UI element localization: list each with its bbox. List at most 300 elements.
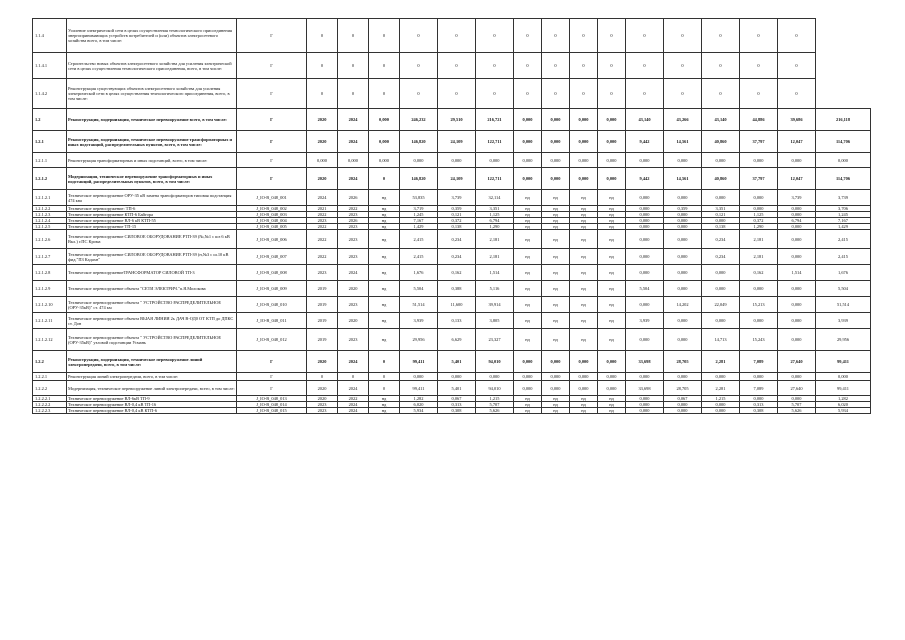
table-cell: 146,820 — [400, 168, 438, 190]
row-name-cell: Реконструкция существующих объектов электросетевого хозяйства для усиления электрической сети в целях осуществления технологического присоединения, всего, в том числе: — [67, 79, 237, 109]
table-cell: 0,000 — [778, 224, 816, 230]
table-cell: нд — [514, 281, 542, 297]
table-cell: 0,000 — [542, 373, 570, 381]
table-cell: 0,000 — [570, 351, 598, 373]
table-cell: 0 — [338, 373, 369, 381]
table-cell: 43,140 — [702, 109, 740, 131]
table-cell: 0 — [307, 373, 338, 381]
table-cell: 0,000 — [542, 131, 570, 153]
table-cell: нд — [598, 224, 626, 230]
table-cell: 2023 — [338, 249, 369, 265]
row-name-cell: Техническое перевооружение объекта " УСТРОЙСТВО РАСПРЕДЕЛИТЕЛЬНОЕ (ОРУ-35кВ)" ст. 474 км — [67, 297, 237, 313]
table-cell: нд — [598, 402, 626, 408]
table-cell: 0,000 — [570, 131, 598, 153]
table-cell: 0,000 — [476, 373, 514, 381]
table-cell: 0,000 — [740, 281, 778, 297]
table-cell: 2019 — [307, 329, 338, 351]
table-cell: 0 — [369, 351, 400, 373]
table-cell: 0,000 — [702, 373, 740, 381]
table-cell: нд — [514, 206, 542, 212]
table-cell: 0 — [542, 19, 570, 53]
table-cell: 3,719 — [400, 206, 438, 212]
table-cell: нд — [369, 249, 400, 265]
table-cell: 2023 — [307, 402, 338, 408]
table-cell: 7,089 — [740, 381, 778, 396]
table-row — [33, 19, 871, 53]
table-cell: 0,000 — [598, 351, 626, 373]
table-cell: нд — [598, 218, 626, 224]
table-cell: 3,351 — [476, 206, 514, 212]
table-cell: нд — [570, 249, 598, 265]
table-cell: нд — [570, 230, 598, 249]
table-cell: 2026 — [338, 190, 369, 206]
table-cell: 0,000 — [778, 206, 816, 212]
row-name-cell: Реконструкция, модернизация, техническое перевооружение линий электропередачи, всего, в том числе: — [67, 351, 237, 373]
table-cell: J_IO-B_048_004 — [237, 218, 307, 224]
table-cell: 0,000 — [778, 281, 816, 297]
table-cell: 2023 — [307, 408, 338, 414]
table-cell: 6,794 — [476, 218, 514, 224]
table-cell: 5,707 — [778, 402, 816, 408]
table-cell: 0,234 — [438, 230, 476, 249]
table-cell: Г — [237, 109, 307, 131]
table-cell: 0,000 — [664, 329, 702, 351]
table-cell: Г — [237, 19, 307, 53]
table-cell: 0,000 — [664, 265, 702, 281]
table-cell: 51,514 — [400, 297, 438, 313]
table-cell: 24,109 — [438, 131, 476, 153]
table-row — [33, 297, 871, 313]
table-cell: 0,121 — [438, 212, 476, 218]
row-name-cell: Техническое перевооружение объекта " УСТРОЙСТВО РАСПРЕДЕЛИТЕЛЬНОЕ (ОРУ-35кВ)" узловой подстанции Усмань — [67, 329, 237, 351]
table-cell: 0 — [438, 19, 476, 53]
row-name-cell: Реконструкция трансформаторных и иных подстанций, всего, в том числе: — [67, 153, 237, 168]
table-cell: нд — [514, 218, 542, 224]
table-cell: нд — [598, 396, 626, 402]
table-cell: нд — [598, 230, 626, 249]
table-cell: 23,327 — [476, 329, 514, 351]
table-cell: 0 — [400, 79, 438, 109]
table-cell: J_IO-B_048_002 — [237, 206, 307, 212]
table-cell: 0,000 — [626, 249, 664, 265]
table-cell: нд — [514, 265, 542, 281]
table-cell: 2020 — [307, 396, 338, 402]
row-number-cell: 1.2.1.2.7 — [33, 249, 67, 265]
table-cell: 2024 — [338, 109, 369, 131]
table-cell: J_IO-B_048_014 — [237, 402, 307, 408]
table-cell: 0 — [400, 53, 438, 79]
table-cell: 0,000 — [664, 281, 702, 297]
table-cell: 9,442 — [626, 168, 664, 190]
table-cell: 0 — [307, 53, 338, 79]
table-cell: 0 — [626, 79, 664, 109]
table-cell: 0,162 — [740, 265, 778, 281]
table-cell: 0,133 — [438, 313, 476, 329]
table-cell: нд — [369, 281, 400, 297]
table-cell: 2024 — [338, 168, 369, 190]
table-cell: 2020 — [307, 109, 338, 131]
table-cell: 0,000 — [570, 373, 598, 381]
row-number-cell: 1.2.2.2.3 — [33, 408, 67, 414]
table-cell: 2020 — [307, 351, 338, 373]
table-cell: нд — [542, 297, 570, 313]
table-cell: 5,626 — [476, 408, 514, 414]
table-cell: 0,000 — [542, 381, 570, 396]
table-cell: 0,000 — [702, 313, 740, 329]
table-cell: 146,820 — [400, 131, 438, 153]
table-cell: 1,429 — [816, 224, 871, 230]
table-cell: 0,162 — [438, 265, 476, 281]
table-cell: 5,504 — [400, 281, 438, 297]
table-cell: нд — [570, 212, 598, 218]
table-cell: 2024 — [338, 265, 369, 281]
table-cell: J_IO-B_048_011 — [237, 313, 307, 329]
table-cell: 5,934 — [816, 408, 871, 414]
table-cell: нд — [598, 329, 626, 351]
table-cell: 0,000 — [598, 109, 626, 131]
table-cell: Г — [237, 53, 307, 79]
table-cell: 1,290 — [476, 224, 514, 230]
table-cell: нд — [570, 402, 598, 408]
table-cell: 0 — [626, 53, 664, 79]
table-cell: 0,000 — [598, 373, 626, 381]
table-cell: 0,000 — [664, 190, 702, 206]
table-cell: 2024 — [338, 402, 369, 408]
table-body — [33, 19, 871, 414]
table-row — [33, 109, 871, 131]
table-cell: нд — [598, 249, 626, 265]
table-cell: 37,797 — [740, 168, 778, 190]
table-cell: 3,939 — [400, 313, 438, 329]
table-cell: 28,705 — [664, 381, 702, 396]
table-cell: 6,020 — [400, 402, 438, 408]
table-cell: 0,234 — [702, 230, 740, 249]
table-cell: 0,000 — [664, 402, 702, 408]
row-name-cell: Реконструкция линий электропередачи, всего, в том числе: — [67, 373, 237, 381]
table-cell: 0,000 — [740, 190, 778, 206]
row-name-cell: Техническое перевооружение объекта ВЫАЯ ЛИНИЯ 2ь ДАЧ В-ОД0 ОТ КТП до ДПКС ст. Дон — [67, 313, 237, 329]
table-row — [33, 408, 871, 414]
table-cell: 0 — [542, 79, 570, 109]
table-cell: 2024 — [338, 131, 369, 153]
table-cell: 3,739 — [438, 190, 476, 206]
table-row — [33, 168, 871, 190]
table-cell: 0,000 — [702, 281, 740, 297]
table-cell: нд — [570, 313, 598, 329]
table-cell: 0,000 — [664, 153, 702, 168]
table-cell: 44,886 — [740, 109, 778, 131]
table-cell: 2022 — [307, 249, 338, 265]
table-cell: нд — [514, 402, 542, 408]
row-name-cell: Техническое перевооружение ВЛ-0,4 кВ ТП-16 — [67, 402, 237, 408]
table-cell: 0 — [338, 79, 369, 109]
table-cell: нд — [542, 206, 570, 212]
table-cell: 1,676 — [400, 265, 438, 281]
table-cell: 0,000 — [438, 373, 476, 381]
table-cell: 7,089 — [740, 351, 778, 373]
table-row — [33, 265, 871, 281]
table-cell: 94,010 — [476, 381, 514, 396]
row-name-cell: Усиление электрической сети в целях осуществления технологического присоединения энергопринимающих устройств потребителей и (или) объектов электросетевого хозяйства всего, в том числе: — [67, 19, 237, 53]
table-cell: нд — [369, 297, 400, 313]
table-cell: 0,000 — [778, 313, 816, 329]
table-cell: 0,000 — [664, 218, 702, 224]
table-cell: 0 — [626, 19, 664, 53]
table-row — [33, 381, 871, 396]
table-cell: 24,109 — [438, 168, 476, 190]
table-cell: 29,956 — [400, 329, 438, 351]
table-cell: 28,705 — [664, 351, 702, 373]
table-cell: 2023 — [338, 297, 369, 313]
table-cell: 2020 — [338, 313, 369, 329]
table-cell: 0,000 — [598, 168, 626, 190]
table-cell: 0,000 — [740, 373, 778, 381]
row-number-cell: 1.2.1.1 — [33, 153, 67, 168]
table-cell: 0 — [702, 19, 740, 53]
table-cell: 2024 — [338, 381, 369, 396]
row-number-cell: 1.2.2.2.2 — [33, 402, 67, 408]
table-cell: 29,956 — [816, 329, 871, 351]
table-cell: нд — [514, 408, 542, 414]
table-cell: нд — [514, 329, 542, 351]
table-cell: нд — [369, 218, 400, 224]
table-cell: 0,000 — [626, 402, 664, 408]
table-cell: 2,181 — [740, 230, 778, 249]
table-cell: нд — [598, 212, 626, 218]
table-cell: 0,000 — [570, 381, 598, 396]
table-cell: 0,000 — [626, 230, 664, 249]
table-cell: нд — [542, 230, 570, 249]
table-cell: нд — [369, 408, 400, 414]
row-number-cell: 1.2.1.2.8 — [33, 265, 67, 281]
table-cell: 3,706 — [816, 206, 871, 212]
table-cell: нд — [514, 396, 542, 402]
table-cell: нд — [542, 402, 570, 408]
row-number-cell: 1.2.2.2 — [33, 381, 67, 396]
table-cell: 5,626 — [778, 408, 816, 414]
table-cell: 1,215 — [476, 396, 514, 402]
table-cell: нд — [542, 313, 570, 329]
table-cell: нд — [369, 190, 400, 206]
table-cell: 0,000 — [740, 396, 778, 402]
table-cell: 1,125 — [740, 212, 778, 218]
table-row — [33, 249, 871, 265]
table-cell: 12,047 — [778, 168, 816, 190]
table-cell: 6,794 — [778, 218, 816, 224]
row-number-cell: 1.2.1.2.2 — [33, 206, 67, 212]
table-cell: 0 — [702, 53, 740, 79]
table-cell: 2023 — [338, 329, 369, 351]
table-cell: 0,000 — [778, 153, 816, 168]
table-cell: 0 — [338, 53, 369, 79]
table-cell: 1,676 — [816, 265, 871, 281]
report-sheet — [32, 18, 870, 414]
table-cell: 29,510 — [438, 109, 476, 131]
table-cell: нд — [542, 265, 570, 281]
row-number-cell: 1.2.2 — [33, 351, 67, 373]
table-cell: 6,020 — [816, 402, 871, 408]
table-cell: нд — [369, 396, 400, 402]
table-cell: 2023 — [338, 212, 369, 218]
table-row — [33, 373, 871, 381]
table-cell: 5,707 — [476, 402, 514, 408]
table-row — [33, 131, 871, 153]
table-cell: 0 — [369, 381, 400, 396]
row-number-cell: 1.2.1.2.11 — [33, 313, 67, 329]
table-cell: 0,000 — [626, 329, 664, 351]
table-cell: 0,000 — [514, 153, 542, 168]
table-cell: 0 — [476, 79, 514, 109]
table-cell: 0 — [476, 53, 514, 79]
table-cell: 0,000 — [778, 249, 816, 265]
table-cell: 2022 — [338, 396, 369, 402]
table-cell: 0 — [570, 79, 598, 109]
table-cell: 3,739 — [816, 190, 871, 206]
row-number-cell: 1.2.1.2.1 — [33, 190, 67, 206]
row-number-cell: 1.1.4 — [33, 19, 67, 53]
table-cell: 0,000 — [702, 265, 740, 281]
table-cell: 94,010 — [476, 351, 514, 373]
table-cell: Г — [237, 351, 307, 373]
table-cell: 2019 — [307, 281, 338, 297]
table-cell: 0,000 — [626, 218, 664, 224]
table-cell: 0 — [702, 79, 740, 109]
row-number-cell: 1.2.1.2.10 — [33, 297, 67, 313]
row-name-cell: Техническое перевооружение ВЛ-6кВ ТП-9 — [67, 396, 237, 402]
table-cell: нд — [369, 224, 400, 230]
table-cell: 114,706 — [816, 131, 871, 153]
table-cell: 0,388 — [438, 281, 476, 297]
table-cell: 0,000 — [542, 351, 570, 373]
table-cell: 0,000 — [816, 153, 871, 168]
table-cell: 0,000 — [542, 109, 570, 131]
table-cell: J_IO-B_048_007 — [237, 249, 307, 265]
table-cell: 0 — [400, 19, 438, 53]
table-cell: 2020 — [307, 168, 338, 190]
table-cell: 99,411 — [400, 351, 438, 373]
table-cell: 0 — [476, 19, 514, 53]
table-cell: 0,000 — [438, 153, 476, 168]
table-cell: 0 — [542, 53, 570, 79]
table-cell: 99,411 — [816, 381, 871, 396]
table-cell: 216,721 — [476, 109, 514, 131]
table-cell: J_IO-B_048_015 — [237, 408, 307, 414]
table-cell: 7,167 — [400, 218, 438, 224]
table-cell: J_IO-B_048_001 — [237, 190, 307, 206]
table-cell: 3,939 — [816, 313, 871, 329]
table-cell: 0,000 — [664, 212, 702, 218]
table-cell: нд — [570, 190, 598, 206]
table-cell: 1,125 — [476, 212, 514, 218]
table-cell: 2023 — [307, 265, 338, 281]
table-cell: 0,000 — [816, 373, 871, 381]
table-cell: 0,000 — [626, 408, 664, 414]
table-cell: нд — [542, 281, 570, 297]
table-cell: 0 — [514, 19, 542, 53]
table-cell: 0,000 — [626, 265, 664, 281]
table-cell: нд — [570, 329, 598, 351]
table-cell: нд — [598, 206, 626, 212]
table-cell: нд — [542, 190, 570, 206]
table-cell: 5,401 — [438, 351, 476, 373]
table-cell: 0,000 — [400, 153, 438, 168]
table-cell: 43,140 — [626, 109, 664, 131]
table-cell: 2023 — [338, 224, 369, 230]
table-cell: 0,000 — [626, 206, 664, 212]
table-cell: 0,372 — [438, 218, 476, 224]
table-cell: 9,442 — [626, 131, 664, 153]
table-row — [33, 329, 871, 351]
table-cell: 2,181 — [740, 249, 778, 265]
table-cell: 0,000 — [778, 373, 816, 381]
row-name-cell: Модернизация, техническое перевооружение трансформаторных и иных подстанций, распределительных пунктов, всего, в том числе: — [67, 168, 237, 190]
table-cell: 0 — [740, 19, 778, 53]
table-cell: 0 — [514, 53, 542, 79]
table-cell: 0,000 — [778, 329, 816, 351]
table-cell: 14,713 — [702, 329, 740, 351]
table-cell: 0,000 — [598, 131, 626, 153]
table-cell: нд — [570, 206, 598, 212]
row-number-cell: 1.2.2.1 — [33, 373, 67, 381]
row-name-cell: Строительство новых объектов электросетевого хозяйства для усиления электрической сети в целях осуществления технологического присоединения, всего, в том числе: — [67, 53, 237, 79]
table-cell: 0,000 — [476, 153, 514, 168]
table-cell: J_IO-B_048_006 — [237, 230, 307, 249]
table-cell: 2019 — [307, 313, 338, 329]
table-cell: 3,939 — [626, 313, 664, 329]
table-cell: 1,290 — [740, 224, 778, 230]
table-cell: 0,359 — [438, 206, 476, 212]
table-cell: 0,000 — [598, 153, 626, 168]
table-cell: 2021 — [307, 206, 338, 212]
table-cell: 122,711 — [476, 131, 514, 153]
table-cell: 2023 — [307, 218, 338, 224]
table-cell: J_IO-B_048_008 — [237, 265, 307, 281]
table-cell: нд — [598, 265, 626, 281]
table-cell: 2023 — [338, 230, 369, 249]
table-cell: J_IO-B_048_009 — [237, 281, 307, 297]
table-cell: 2,415 — [400, 230, 438, 249]
table-row — [33, 313, 871, 329]
table-cell: нд — [570, 265, 598, 281]
table-cell: 39,686 — [778, 109, 816, 131]
table-cell: 0 — [369, 19, 400, 53]
table-cell: 40,860 — [702, 168, 740, 190]
table-cell: 0,000 — [778, 212, 816, 218]
table-cell: нд — [369, 313, 400, 329]
table-cell: 2,415 — [816, 249, 871, 265]
table-cell: 2020 — [338, 281, 369, 297]
table-cell: 2022 — [307, 212, 338, 218]
table-cell: 0 — [664, 53, 702, 79]
table-cell: нд — [598, 408, 626, 414]
table-cell: нд — [369, 265, 400, 281]
table-cell: 1,282 — [816, 396, 871, 402]
table-cell: 5,401 — [438, 381, 476, 396]
table-cell: нд — [369, 329, 400, 351]
table-cell: 99,411 — [400, 381, 438, 396]
table-cell: 0,000 — [369, 153, 400, 168]
table-cell: 0,000 — [369, 131, 400, 153]
table-cell: 0,000 — [626, 373, 664, 381]
table-cell: 0,000 — [542, 168, 570, 190]
table-cell: 0,000 — [702, 402, 740, 408]
table-cell: 0,000 — [664, 373, 702, 381]
table-cell: 216,118 — [816, 109, 871, 131]
table-cell: 0,313 — [740, 402, 778, 408]
table-cell: 114,706 — [816, 168, 871, 190]
table-row — [33, 190, 871, 206]
table-cell: 0,138 — [702, 224, 740, 230]
